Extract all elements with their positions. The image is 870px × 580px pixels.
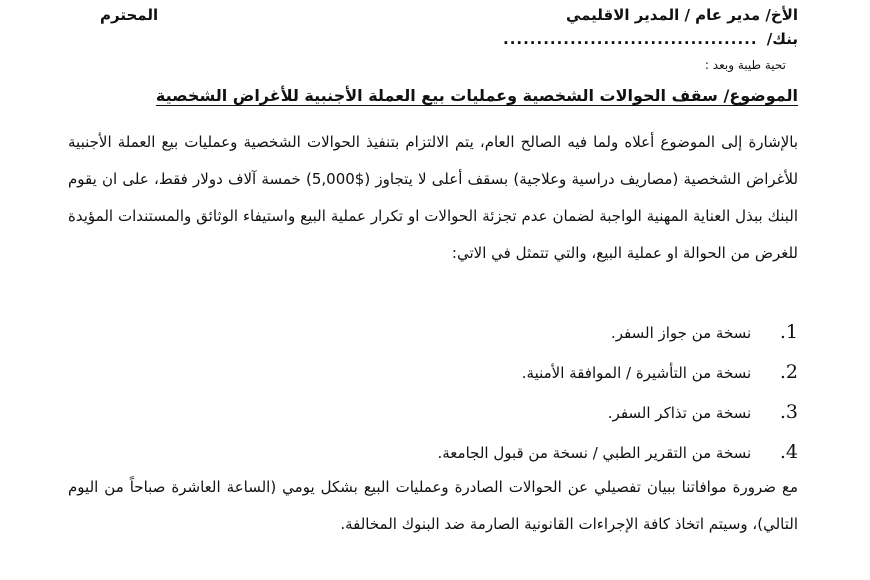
bank-label: بنك/ xyxy=(766,30,798,48)
list-item xyxy=(198,392,798,432)
list-item-number: 1. xyxy=(779,321,798,343)
subject-line: الموضوع/ سقف الحوالات الشخصية وعمليات بيع العملة الأجنبية للأغراض الشخصية xyxy=(155,86,798,105)
recipient-title: الأخ/ مدير عام / المدير الاقليمي xyxy=(565,6,798,24)
list-item xyxy=(198,432,798,472)
list-item-number: 4. xyxy=(779,441,798,463)
body-paragraph-1: بالإشارة إلى الموضوع أعلاه ولما فيه الصالح العام، يتم الالتزام بتنفيذ الحوالات الشخصية وعمليات بيع العملة الأجنبية للأغراض الشخصية (مصاريف دراسية وعلاجية) بسقف أعلى لا يتجاوز ($5,000) خمسة آلاف دولار فقط، على ان يقوم البنك ببذل العناية المهنية الواجبة لضمان عدم تجزئة الحوالات او تكرار عملية البيع واستيفاء الوثائق والمستندات المؤيدة للغرض من الحوالة او عملية البيع، والتي تتمثل في الاتي: xyxy=(68,133,799,262)
list-item-text: نسخة من جواز السفر. xyxy=(610,324,752,342)
list-item-number: 2. xyxy=(779,361,798,383)
greeting: تحية طيبة وبعد : xyxy=(704,58,786,72)
list-item xyxy=(198,352,798,392)
body-paragraph-2: مع ضرورة موافاتنا ببيان تفصيلي عن الحوالات الصادرة وعمليات البيع بشكل يومي (الساعة العاشرة صباحاً من اليوم التالي)، وسيتم اتخاذ كافة الإجراءات القانونية الصارمة ضد البنوك المخالفة. xyxy=(68,478,798,533)
required-documents-list xyxy=(198,312,798,472)
list-item-text: نسخة من تذاكر السفر. xyxy=(607,404,752,422)
honorific: المحترم xyxy=(100,6,159,24)
bank-name-blank: ...................................... xyxy=(503,30,758,48)
list-item xyxy=(198,312,798,352)
list-item-number: 3. xyxy=(779,401,798,423)
list-item-text: نسخة من التأشيرة / الموافقة الأمنية. xyxy=(521,364,752,382)
bank-line xyxy=(503,30,798,48)
list-item-text: نسخة من التقرير الطبي / نسخة من قبول الجامعة. xyxy=(437,444,752,462)
